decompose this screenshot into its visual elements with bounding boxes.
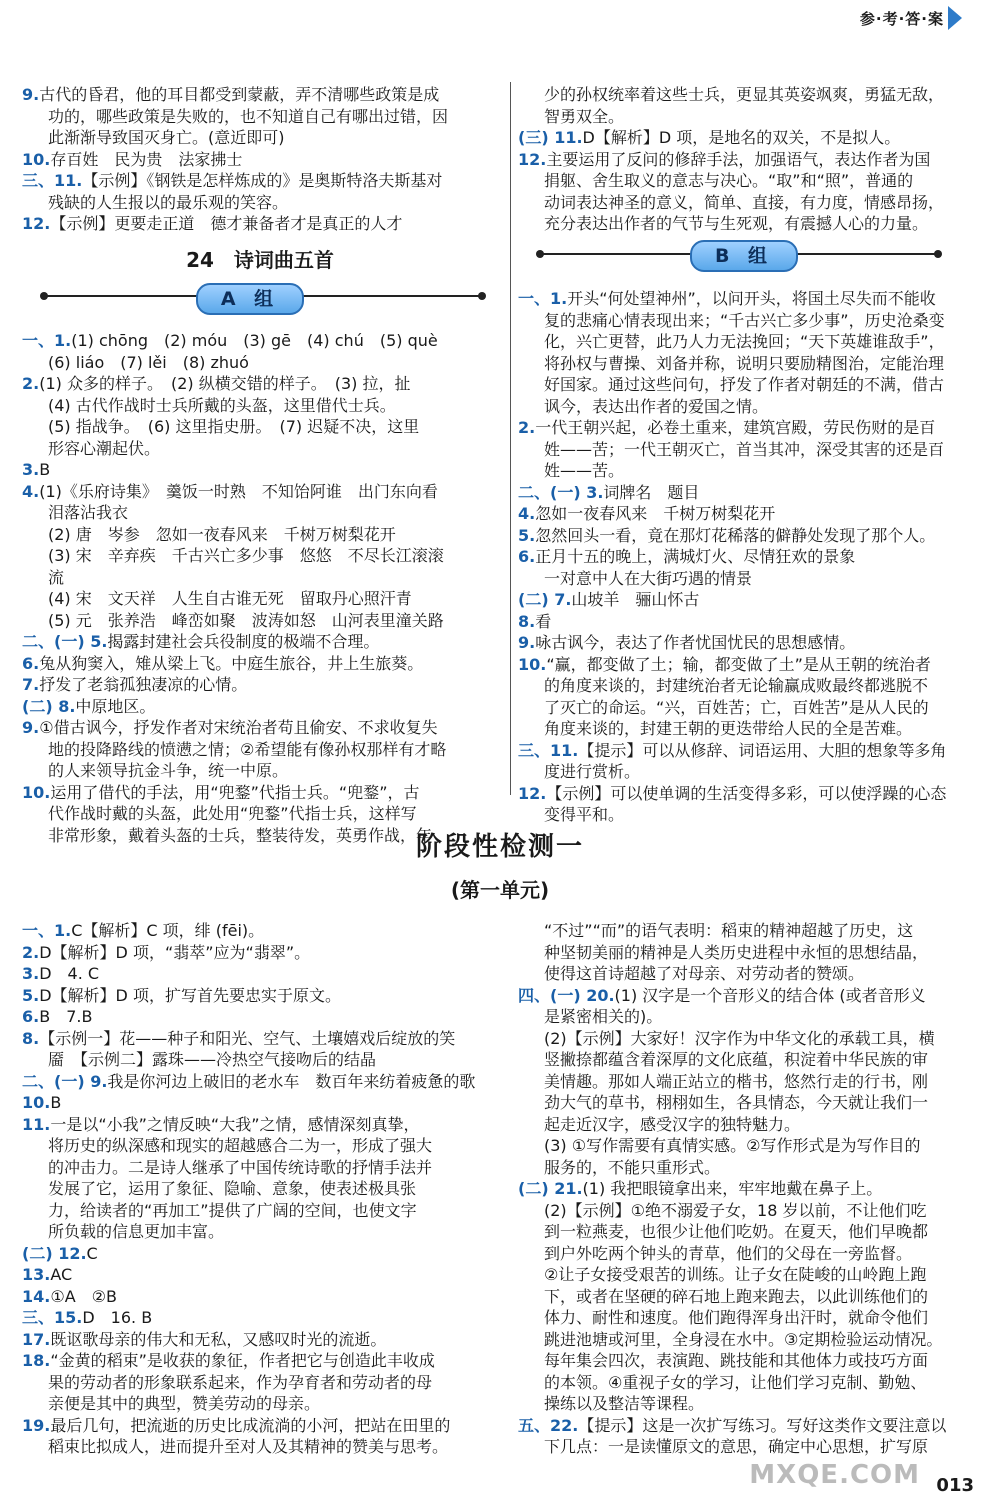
answer-line — [22, 1350, 492, 1372]
answer-text: (2)【示例】大家好！汉字作为中华文化的承载工具，横 — [544, 1028, 935, 1048]
answer-line — [518, 1221, 988, 1243]
answer-line — [518, 546, 988, 568]
answer-text: 下几点：一是读懂原文的意思，确定中心思想，扩写原 — [544, 1437, 929, 1456]
answer-number: 12. — [518, 783, 547, 803]
answer-text: AC — [50, 1265, 73, 1284]
answer-text: 形容心潮起伏。 — [48, 438, 161, 458]
answer-line — [518, 654, 988, 676]
answer-text: 姓——苦。 — [544, 461, 625, 480]
answer-line — [22, 985, 492, 1007]
answer-text: 姓——苦；一代王朝灭亡，首当其冲，深受其害的还是百 — [544, 439, 945, 459]
answer-line — [518, 611, 988, 633]
answer-number: 9. — [22, 718, 40, 737]
answer-text: 智勇双全。 — [544, 106, 625, 126]
group-a-right-dot — [478, 292, 486, 300]
answer-number: 一、1. — [22, 921, 72, 940]
answer-line — [518, 1178, 988, 1200]
answer-text: 地的投降路线的愤懑之情；②希望能有像孙权那样有才略 — [48, 739, 447, 759]
answer-line — [22, 170, 492, 192]
answer-line — [518, 417, 988, 439]
answer-line — [22, 631, 492, 653]
answer-text: 操练以及整洁等课程。 — [544, 1394, 705, 1413]
answer-line — [22, 963, 492, 985]
answer-number: 二、(一) 5. — [22, 632, 108, 651]
answer-number: 3. — [22, 964, 40, 983]
answer-line — [518, 1092, 988, 1114]
answer-number: (二) 21. — [518, 1179, 583, 1198]
answer-line — [518, 1329, 988, 1351]
answer-number: 2. — [22, 942, 40, 962]
answer-text: 词牌名 题目 — [603, 482, 700, 502]
answer-number: 四、(一) 20. — [518, 985, 615, 1005]
answer-number: 一、1. — [22, 331, 72, 350]
answer-line — [518, 331, 988, 353]
group-a-badge: A 组 — [196, 283, 304, 315]
answer-line — [22, 127, 492, 149]
answer-line — [22, 1200, 492, 1222]
answer-line — [518, 740, 988, 762]
stage-test-title: 阶段性检测一 — [415, 832, 584, 862]
answer-line — [22, 1071, 492, 1093]
answer-number: 13. — [22, 1265, 51, 1284]
answer-text: D 16. B — [82, 1308, 153, 1327]
answer-line — [518, 396, 988, 418]
answer-text: 揭露封建社会兵役制度的极端不合理。 — [107, 632, 380, 651]
answer-line — [518, 84, 988, 106]
answer-line — [518, 1071, 988, 1093]
answer-text: 稻束比拟成人，进而提升至对人及其精神的赞美与思考。 — [48, 1437, 449, 1456]
answer-text: C【解析】C 项，绯 (fēi)。 — [71, 921, 265, 940]
answer-text: 充分表达出作者的气节与生死观，有震撼人心的力量。 — [544, 214, 929, 233]
answer-text: 化，兴亡更替，此乃人力无法挽回；“天下英雄谁敌手”， — [544, 332, 945, 351]
answer-text: C — [86, 1243, 98, 1263]
column-divider — [510, 82, 511, 795]
answer-text: 将历史的纵深感和现实的超越感合二为一，形成了强大 — [48, 1136, 433, 1155]
answer-line — [518, 675, 988, 697]
answer-text: 所负载的信息更加丰富。 — [48, 1222, 225, 1241]
answer-text: ①A ②B — [50, 1286, 117, 1306]
answer-text: 运用了借代的手法，用“兜鍪”代指士兵。“兜鍪”，古 — [50, 782, 420, 802]
answer-text: 美情趣。那如人端正站立的楷书，悠然行走的行书，刚 — [544, 1071, 929, 1091]
answer-number: 五、22. — [518, 1415, 579, 1435]
answer-text: ②让子女接受艰苦的训练。让子女在陡峻的山岭跑上跑 — [544, 1265, 927, 1284]
answer-text: 咏古讽今，表达了作者忧国忧民的思想感情。 — [535, 633, 856, 652]
left-top-answers — [22, 84, 492, 235]
answer-line — [518, 1436, 988, 1458]
answer-text: 忽然回头一看，竟在那灯花稀落的僻静处发现了那个人。 — [535, 525, 936, 545]
answer-text: 复的悲痛心情表现出来；“千古兴亡多少事”，历史沧桑变 — [544, 310, 945, 330]
answer-line — [22, 803, 492, 825]
answer-text: 一对意中人在大街巧遇的情景 — [544, 568, 753, 588]
stage-test-subtitle: (第一单元) — [450, 878, 550, 902]
answer-line — [22, 438, 492, 460]
answer-text: 最后几句，把流逝的历史比成流淌的小河，把站在田里的 — [50, 1415, 451, 1435]
answer-line — [518, 1028, 988, 1050]
answer-number: 2. — [22, 374, 40, 393]
answer-line — [22, 373, 492, 395]
answer-line — [22, 213, 492, 235]
answer-line — [22, 1286, 492, 1308]
answer-line — [22, 1436, 492, 1458]
answer-text: 动词表达神圣的意义，简单、直接，有力度，情感昂扬， — [544, 192, 945, 212]
answer-line — [22, 1372, 492, 1394]
answer-line — [22, 1307, 492, 1329]
answer-text: 的本领。④重视子女的学习，让他们学习克制、勤勉、 — [544, 1372, 927, 1392]
answer-number: 4. — [518, 504, 536, 523]
answer-line — [518, 942, 988, 964]
answer-text: D【解析】D 项，扩写首先要忠实于原文。 — [39, 985, 341, 1005]
answer-text: 忽如一夜春风来 千树万树梨花开 — [535, 504, 776, 523]
answer-text: “金黄的稻束”是收获的象征，作者把它与创造此丰收成 — [50, 1351, 435, 1370]
answer-text: 【示例】可以使单调的生活变得多彩，可以使浮躁的心态 — [546, 783, 947, 803]
answer-text: 【示例】更要走正道 德才兼备者才是真正的人才 — [50, 214, 403, 233]
answer-number: 4. — [22, 481, 40, 501]
answer-text: 泪落沾我衣 — [48, 503, 129, 522]
right-top-answers — [518, 84, 988, 235]
answer-line — [518, 288, 988, 310]
answer-number: 10. — [22, 149, 51, 169]
answer-text: D【解析】D 项，是地名的双关，不是拟人。 — [582, 128, 901, 147]
answer-line — [518, 632, 988, 654]
answer-line — [22, 674, 492, 696]
answer-line — [518, 1243, 988, 1265]
answer-text: (1) 我把眼镜拿出来，牢牢地戴在鼻子上。 — [582, 1179, 883, 1198]
answer-line — [518, 1157, 988, 1179]
answer-text: 代作战时戴的头盔，此处用“兜鍪”代指士兵，这样写 — [48, 804, 417, 823]
answer-text: 亲便是其中的典型，赞美劳动的母亲。 — [48, 1394, 321, 1413]
answer-text: (2) 唐 岑参 忽如一夜春风来 千树万树梨花开 — [48, 524, 396, 544]
answer-text: 角度来谈的，封建王朝的更迭带给人民的全是苦难。 — [544, 719, 913, 738]
answer-text: 果的劳动者的形象联系起来，作为孕育者和劳动者的母 — [48, 1372, 433, 1392]
answer-line — [22, 760, 492, 782]
answer-number: 3. — [22, 460, 40, 479]
answer-text: 的角度来谈的，封建统治者无论输赢成败最终都逃脱不 — [544, 676, 929, 695]
answer-line — [518, 568, 988, 590]
answer-line — [518, 697, 988, 719]
answer-line — [22, 1221, 492, 1243]
answer-number: 三、15. — [22, 1308, 83, 1327]
answer-line — [518, 482, 988, 504]
answer-line — [518, 985, 988, 1007]
answer-text: (3) 宋 辛弃疾 千古兴亡多少事 悠悠 不尽长江滚滚 — [48, 546, 444, 565]
answer-line — [518, 374, 988, 396]
answer-line — [22, 1135, 492, 1157]
answer-line — [518, 589, 988, 611]
answer-text: “赢，都变做了土；输，都变做了土”是从王朝的统治者 — [546, 654, 931, 674]
answer-number: 9. — [518, 633, 536, 652]
answer-number: 6. — [22, 653, 40, 673]
answer-number: 三、11. — [22, 171, 83, 190]
answer-text: B — [39, 460, 51, 479]
answer-text: 一是以“小我”之情反映“大我”之情，感情深刻真挚， — [50, 1114, 420, 1134]
answer-text: 正月十五的晚上，满城灯火、尽情狂欢的景象 — [535, 547, 856, 566]
answer-line — [518, 1006, 988, 1028]
answer-line — [22, 545, 492, 567]
answer-number: 17. — [22, 1329, 51, 1349]
answer-line — [22, 942, 492, 964]
answer-number: 18. — [22, 1351, 51, 1370]
answer-number: 7. — [22, 675, 40, 694]
answer-number: 6. — [22, 1007, 40, 1026]
answer-number: 一、1. — [518, 289, 568, 308]
answer-line — [518, 106, 988, 128]
answer-line — [518, 718, 988, 740]
answer-line — [518, 920, 988, 942]
answer-text: ①借古讽今，抒发作者对宋统治者苟且偷安、不求收复失 — [39, 718, 438, 737]
answer-number: 8. — [22, 1028, 40, 1048]
answer-line — [22, 416, 492, 438]
answer-line — [22, 610, 492, 632]
answer-text: 中原地区。 — [75, 696, 156, 716]
answer-text: (5) 元 张养浩 峰峦如聚 波涛如怒 山河表里潼关路 — [48, 610, 444, 630]
answer-text: 既讴歌母亲的伟大和无私，又感叹时光的流逝。 — [50, 1329, 387, 1349]
answer-line — [22, 84, 492, 106]
answer-text: 跳进池塘或河里，全身浸在水中。③定期检验运动情况。 — [544, 1329, 943, 1349]
group-a-answers — [22, 330, 492, 846]
answer-line — [518, 1135, 988, 1157]
answer-line — [22, 1092, 492, 1114]
section-24-title: 24 诗词曲五首 — [186, 248, 334, 272]
group-b-right-dot — [934, 250, 942, 258]
answer-line — [518, 310, 988, 332]
answer-number: 2. — [518, 418, 536, 437]
answer-text: (5) 指战争。 (6) 这里指史册。 (7) 迟疑不决，这里 — [48, 417, 420, 436]
answer-line — [518, 1114, 988, 1136]
answer-text: (4) 古代作战时士兵所戴的头盔，这里借代士兵。 — [48, 395, 396, 415]
answer-text: 古代的昏君，他的耳目都受到蒙蔽，弄不清哪些政策是成 — [39, 85, 440, 104]
answer-line — [518, 149, 988, 171]
answer-text: 【提示】这是一次扩写练习。写好这类作文要注意以 — [578, 1415, 947, 1435]
answer-text: 劲大气的草书，栩栩如生，各具情态，今天就让我们一 — [544, 1093, 929, 1112]
answer-number: 10. — [518, 654, 547, 674]
answer-text: 了灭亡的命运。“兴，百姓苦；亡，百姓苦”是从人民的 — [544, 697, 929, 717]
answer-line — [518, 783, 988, 805]
answer-number: 12. — [22, 214, 51, 233]
answer-line — [518, 213, 988, 235]
answer-text: 的冲击力。二是诗人继承了中国传统诗歌的抒情手法并 — [48, 1157, 433, 1177]
answer-line — [22, 330, 492, 352]
answer-number: 二、(一) 9. — [22, 1071, 108, 1091]
answer-line — [22, 524, 492, 546]
answer-line — [518, 170, 988, 192]
answer-text: 此渐渐导致国灭身亡。(意近即可) — [48, 128, 285, 147]
group-b-badge: B 组 — [690, 240, 798, 272]
answer-text: 开头“何处望神州”，以问开头，将国土尽失而不能收 — [567, 289, 936, 308]
answer-text: 的人来领导抗金斗争，统一中原。 — [48, 761, 289, 780]
answer-number: (二) 7. — [518, 590, 572, 609]
answer-line — [22, 717, 492, 739]
answer-text: 靥 【示例二】露珠——冷热空气接吻后的结晶 — [48, 1050, 377, 1069]
answer-line — [518, 439, 988, 461]
answer-line — [518, 525, 988, 547]
answer-text: (1) 众多的样子。 (2) 纵横交错的样子。 (3) 拉，扯 — [39, 374, 411, 393]
answer-line — [518, 192, 988, 214]
answer-line — [22, 502, 492, 524]
answer-line — [22, 352, 492, 374]
answer-number: (二) 8. — [22, 696, 76, 716]
answer-text: 存百姓 民为贵 法家拂士 — [50, 149, 243, 169]
answer-line — [518, 460, 988, 482]
answer-text: 将孙权与曹操、刘备并称，说明只要励精图治，定能治理 — [544, 353, 945, 373]
answer-number: 三、11. — [518, 740, 579, 760]
answer-line — [22, 1028, 492, 1050]
answer-text: (1)《乐府诗集》 羹饭一时熟 不知饴阿谁 出门东向看 — [39, 481, 438, 501]
answer-number: 19. — [22, 1415, 51, 1435]
answer-line — [22, 696, 492, 718]
answer-line — [518, 761, 988, 783]
header-arrow-icon — [948, 6, 962, 30]
answer-line — [22, 1157, 492, 1179]
answer-text: 到户外吃两个钟头的青草，他们的父母在一旁监督。 — [544, 1243, 913, 1263]
answer-line — [518, 1307, 988, 1329]
answer-number: (二) 12. — [22, 1243, 87, 1263]
answer-text: 残缺的人生报以的最乐观的笑容。 — [48, 192, 289, 212]
answer-number: 14. — [22, 1286, 51, 1306]
answer-text: (1) chōng (2) móu (3) gē (4) chú (5) què — [71, 331, 438, 350]
answer-line — [22, 739, 492, 761]
answer-line — [22, 459, 492, 481]
answer-text: D【解析】D 项，“翡萃”应为“翡翠”。 — [39, 942, 311, 962]
answer-text: 力，给读者的“再加工”提供了广阔的空间，也使文字 — [48, 1200, 417, 1220]
answer-text: (1) 汉字是一个音形义的结合体 (或者音形义 — [614, 985, 926, 1005]
answer-text: D 4. C — [39, 964, 100, 983]
answer-number: 8. — [518, 611, 536, 631]
answer-text: (4) 宋 文天祥 人生自古谁无死 留取丹心照汗青 — [48, 589, 412, 608]
answer-line — [518, 127, 988, 149]
answer-text: 体力、耐性和速度。他们跑得浑身出汗时，就命令他们 — [544, 1308, 929, 1327]
answer-text: B — [50, 1093, 62, 1112]
stage-right-answers — [518, 920, 988, 1458]
answer-line — [518, 1350, 988, 1372]
answer-text: 少的孙权统率着这些士兵，更显其英姿飒爽，勇猛无敌， — [544, 85, 945, 104]
answer-number: (三) 11. — [518, 128, 583, 147]
answer-text: 到一粒燕麦，也很少让他们吃奶。在夏天，他们早晚都 — [544, 1222, 929, 1241]
answer-text: 每年集会四次，表演跑、跳技能和其他体力或技巧方面 — [544, 1351, 929, 1370]
answer-text: (3) ①写作需要有真情实感。②写作形式是为写作目的 — [544, 1136, 921, 1155]
answer-line — [518, 1200, 988, 1222]
answer-number: 9. — [22, 85, 40, 104]
answer-line — [518, 1286, 988, 1308]
answer-line — [22, 1006, 492, 1028]
answer-text: 变得平和。 — [544, 805, 625, 824]
answer-line — [22, 1393, 492, 1415]
answer-line — [518, 1415, 988, 1437]
answer-text: 捐躯、舍生取义的意志与决心。“取”和“照”，普通的 — [544, 171, 914, 190]
answer-line — [518, 804, 988, 826]
answer-line — [22, 1415, 492, 1437]
answer-line — [22, 149, 492, 171]
answer-text: B 7.B — [39, 1007, 93, 1026]
answer-text: 种坚韧美丽的精神是人类历史进程中永恒的思想结晶， — [544, 942, 929, 962]
watermark: MXQE.COM — [749, 1460, 920, 1490]
answer-line — [22, 920, 492, 942]
answer-text: 非常形象，戴着头盔的士兵，整装待发，英勇作战，年 — [48, 825, 433, 845]
answer-line — [518, 1393, 988, 1415]
answer-text: 山坡羊 骊山怀古 — [571, 590, 700, 609]
answer-line — [22, 1243, 492, 1265]
answer-number: 10. — [22, 1093, 51, 1112]
answer-line — [22, 1329, 492, 1351]
answer-number: 12. — [518, 149, 547, 169]
answer-line — [22, 567, 492, 589]
answer-line — [518, 1049, 988, 1071]
answer-text: 一代王朝兴起，必卷土重来，建筑宫殿，劳民伤财的是百 — [535, 418, 936, 437]
page-number: 013 — [936, 1475, 974, 1496]
answer-line — [518, 1372, 988, 1394]
answer-text: 兔从狗窦入，雉从梁上飞。中庭生旅谷，井上生旅葵。 — [39, 653, 424, 673]
answer-number: 10. — [22, 782, 51, 802]
answer-text: 起走近汉字，感受汉字的独特魅力。 — [544, 1114, 801, 1134]
group-b-answers — [518, 288, 988, 826]
answer-line — [22, 653, 492, 675]
answer-number: 11. — [22, 1114, 51, 1134]
answer-line — [518, 503, 988, 525]
answer-line — [22, 1178, 492, 1200]
answer-line — [518, 963, 988, 985]
answer-line — [22, 782, 492, 804]
answer-text: 好国家。通过这些问句，抒发了作者对朝廷的不满，借古 — [544, 375, 945, 394]
stage-left-answers — [22, 920, 492, 1458]
answer-line — [518, 1264, 988, 1286]
answer-text: 流 — [48, 567, 65, 587]
answer-text: 我是你河边上破旧的老水车 数百年来纺着疲惫的歌 — [107, 1071, 476, 1091]
answer-text: 功的，哪些政策是失败的，也不知道自己有哪出过错，因 — [48, 106, 449, 126]
answer-text: (2)【示例】①绝不溺爱子女，18 岁以前，不让他们吃 — [544, 1200, 927, 1220]
answer-text: 度进行赏析。 — [544, 762, 641, 781]
answer-text: 抒发了老翁孤独凄凉的心情。 — [39, 675, 248, 694]
answer-line — [518, 353, 988, 375]
answer-number: 5. — [22, 985, 40, 1005]
answer-text: 【示例一】花——种子和阳光、空气、土壤嬉戏后绽放的笑 — [39, 1028, 456, 1048]
answer-number: 5. — [518, 525, 536, 545]
answer-text: 是紧密相关的)。 — [544, 1007, 663, 1026]
answer-text: 下，或者在坚硬的碎石地上跑来跑去，以此训练他们的 — [544, 1286, 929, 1306]
answer-line — [22, 481, 492, 503]
answer-number: 二、(一) 3. — [518, 482, 604, 502]
answer-text: 发展了它，运用了象征、隐喻、意象，使表述极具张 — [48, 1179, 417, 1198]
answer-text: “不过”“而”的语气表明：稻束的精神超越了历史，这 — [544, 921, 914, 940]
answer-text: 使得这首诗超越了对母亲、对劳动者的赞颂。 — [544, 964, 865, 983]
answer-text: 竖撇捺都蕴含着深厚的文化底蕴，积淀着中华民族的审 — [544, 1050, 929, 1069]
answer-text: 主要运用了反问的修辞手法，加强语气，表达作者为国 — [546, 149, 931, 169]
answer-line — [22, 1264, 492, 1286]
answer-number: 6. — [518, 547, 536, 566]
answer-text: (6) liáo (7) lěi (8) zhuó — [48, 352, 249, 372]
header-label: 参·考·答·案 — [859, 10, 944, 28]
answer-line — [22, 106, 492, 128]
answer-line — [22, 1114, 492, 1136]
answer-text: 讽今，表达出作者的爱国之情。 — [544, 396, 769, 416]
answer-text: 【示例】《钢铁是怎样炼成的》是奥斯特洛夫斯基对 — [82, 171, 443, 190]
answer-text: 服务的，不能只重形式。 — [544, 1157, 721, 1177]
answer-text: 【提示】可以从修辞、词语运用、大胆的想象等多角 — [578, 740, 947, 760]
answer-line — [22, 588, 492, 610]
answer-line — [22, 192, 492, 214]
answer-line — [22, 1049, 492, 1071]
answer-line — [22, 395, 492, 417]
answer-text: 看 — [535, 611, 552, 631]
